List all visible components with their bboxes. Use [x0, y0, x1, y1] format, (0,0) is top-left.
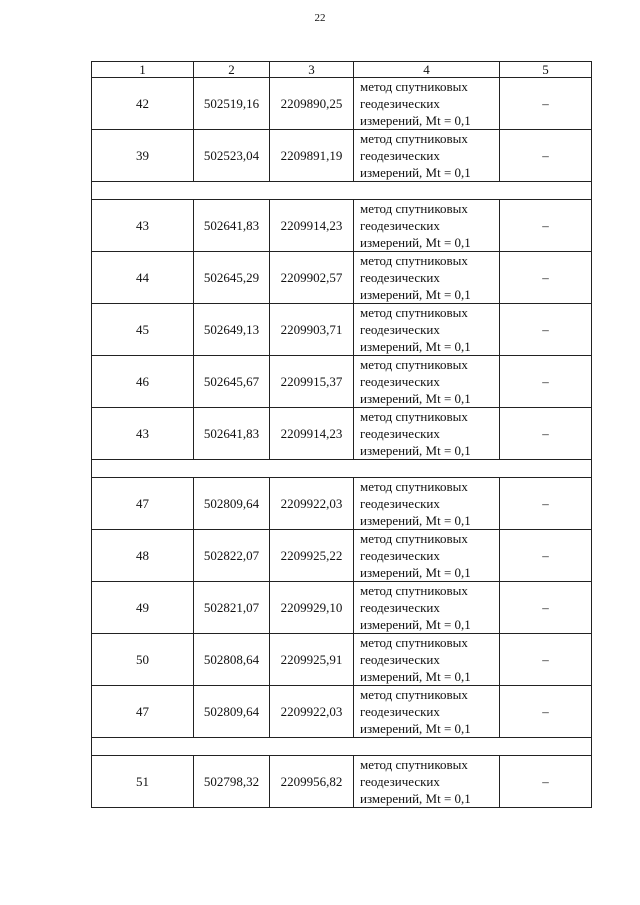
point-cell: 46: [92, 356, 194, 408]
y-coordinate-cell: 2209925,91: [270, 634, 354, 686]
method-line: измерений, Mt = 0,1: [360, 391, 471, 406]
method-line: измерений, Mt = 0,1: [360, 513, 471, 528]
method-cell: [354, 686, 500, 738]
method-cell: [354, 478, 500, 530]
table-header-row: [92, 62, 592, 78]
note-cell: –: [500, 686, 592, 738]
method-line: геодезических: [360, 96, 440, 111]
method-line: измерений, Mt = 0,1: [360, 287, 471, 302]
y-coordinate-cell: 2209902,57: [270, 252, 354, 304]
method-cell: [354, 756, 500, 808]
table-body: [92, 78, 592, 808]
note-cell: –: [500, 304, 592, 356]
point-cell: 45: [92, 304, 194, 356]
method-line: геодезических: [360, 270, 440, 285]
note-cell: –: [500, 130, 592, 182]
point-cell: 43: [92, 200, 194, 252]
note-cell: –: [500, 78, 592, 130]
table-separator-row: [92, 460, 592, 478]
table-separator-row: [92, 738, 592, 756]
y-coordinate-cell: 2209922,03: [270, 686, 354, 738]
method-cell: [354, 252, 500, 304]
method-line: измерений, Mt = 0,1: [360, 565, 471, 580]
table-row: [92, 252, 592, 304]
y-coordinate-cell: 2209925,22: [270, 530, 354, 582]
point-cell: 42: [92, 78, 194, 130]
point-cell: 51: [92, 756, 194, 808]
x-coordinate-cell: 502798,32: [194, 756, 270, 808]
x-coordinate-cell: 502649,13: [194, 304, 270, 356]
y-coordinate-cell: 2209914,23: [270, 200, 354, 252]
method-line: геодезических: [360, 426, 440, 441]
column-header: 1: [92, 62, 194, 78]
x-coordinate-cell: 502641,83: [194, 408, 270, 460]
method-cell: [354, 78, 500, 130]
method-line: измерений, Mt = 0,1: [360, 791, 471, 806]
method-line: метод спутниковых: [360, 531, 468, 546]
x-coordinate-cell: 502808,64: [194, 634, 270, 686]
y-coordinate-cell: 2209922,03: [270, 478, 354, 530]
method-line: геодезических: [360, 374, 440, 389]
x-coordinate-cell: 502821,07: [194, 582, 270, 634]
method-line: метод спутниковых: [360, 409, 468, 424]
note-cell: –: [500, 356, 592, 408]
method-line: геодезических: [360, 548, 440, 563]
point-cell: 44: [92, 252, 194, 304]
x-coordinate-cell: 502645,67: [194, 356, 270, 408]
table-row: [92, 200, 592, 252]
point-cell: 50: [92, 634, 194, 686]
method-line: метод спутниковых: [360, 479, 468, 494]
x-coordinate-cell: 502809,64: [194, 478, 270, 530]
column-header: 5: [500, 62, 592, 78]
y-coordinate-cell: 2209903,71: [270, 304, 354, 356]
note-cell: –: [500, 756, 592, 808]
separator-cell: [92, 182, 592, 200]
method-cell: [354, 634, 500, 686]
table-separator-row: [92, 182, 592, 200]
method-line: метод спутниковых: [360, 635, 468, 650]
point-cell: 48: [92, 530, 194, 582]
note-cell: –: [500, 582, 592, 634]
method-line: геодезических: [360, 652, 440, 667]
point-cell: 47: [92, 478, 194, 530]
method-cell: [354, 408, 500, 460]
y-coordinate-cell: 2209891,19: [270, 130, 354, 182]
note-cell: –: [500, 634, 592, 686]
note-cell: –: [500, 530, 592, 582]
method-line: геодезических: [360, 322, 440, 337]
method-line: измерений, Mt = 0,1: [360, 721, 471, 736]
point-cell: 39: [92, 130, 194, 182]
method-line: измерений, Mt = 0,1: [360, 669, 471, 684]
method-cell: [354, 530, 500, 582]
table-row: [92, 530, 592, 582]
method-line: измерений, Mt = 0,1: [360, 113, 471, 128]
separator-cell: [92, 460, 592, 478]
method-line: метод спутниковых: [360, 687, 468, 702]
note-cell: –: [500, 252, 592, 304]
x-coordinate-cell: 502809,64: [194, 686, 270, 738]
note-cell: –: [500, 408, 592, 460]
table-row: [92, 130, 592, 182]
method-line: геодезических: [360, 600, 440, 615]
note-cell: –: [500, 478, 592, 530]
x-coordinate-cell: 502822,07: [194, 530, 270, 582]
method-line: геодезических: [360, 496, 440, 511]
y-coordinate-cell: 2209929,10: [270, 582, 354, 634]
method-line: метод спутниковых: [360, 583, 468, 598]
x-coordinate-cell: 502519,16: [194, 78, 270, 130]
method-line: метод спутниковых: [360, 253, 468, 268]
method-line: геодезических: [360, 218, 440, 233]
method-cell: [354, 304, 500, 356]
table-row: [92, 356, 592, 408]
column-header: 2: [194, 62, 270, 78]
table-row: [92, 756, 592, 808]
column-header: 3: [270, 62, 354, 78]
table-row: [92, 478, 592, 530]
table-row: [92, 78, 592, 130]
method-line: метод спутниковых: [360, 79, 468, 94]
column-header: 4: [354, 62, 500, 78]
y-coordinate-cell: 2209915,37: [270, 356, 354, 408]
method-line: измерений, Mt = 0,1: [360, 617, 471, 632]
method-line: измерений, Mt = 0,1: [360, 165, 471, 180]
point-cell: 47: [92, 686, 194, 738]
method-line: измерений, Mt = 0,1: [360, 235, 471, 250]
x-coordinate-cell: 502641,83: [194, 200, 270, 252]
method-line: метод спутниковых: [360, 305, 468, 320]
x-coordinate-cell: 502523,04: [194, 130, 270, 182]
table-row: [92, 582, 592, 634]
table-row: [92, 304, 592, 356]
coordinates-table: [91, 61, 592, 808]
method-line: геодезических: [360, 704, 440, 719]
table-row: [92, 408, 592, 460]
point-cell: 43: [92, 408, 194, 460]
method-line: метод спутниковых: [360, 201, 468, 216]
separator-cell: [92, 738, 592, 756]
y-coordinate-cell: 2209956,82: [270, 756, 354, 808]
table-row: [92, 686, 592, 738]
method-line: геодезических: [360, 148, 440, 163]
table-row: [92, 634, 592, 686]
y-coordinate-cell: 2209914,23: [270, 408, 354, 460]
y-coordinate-cell: 2209890,25: [270, 78, 354, 130]
method-cell: [354, 582, 500, 634]
method-cell: [354, 130, 500, 182]
page-number: 22: [314, 12, 326, 24]
method-cell: [354, 356, 500, 408]
method-line: метод спутниковых: [360, 357, 468, 372]
note-cell: –: [500, 200, 592, 252]
method-line: метод спутниковых: [360, 131, 468, 146]
point-cell: 49: [92, 582, 194, 634]
method-line: измерений, Mt = 0,1: [360, 443, 471, 458]
method-line: метод спутниковых: [360, 757, 468, 772]
x-coordinate-cell: 502645,29: [194, 252, 270, 304]
method-line: геодезических: [360, 774, 440, 789]
method-line: измерений, Mt = 0,1: [360, 339, 471, 354]
method-cell: [354, 200, 500, 252]
